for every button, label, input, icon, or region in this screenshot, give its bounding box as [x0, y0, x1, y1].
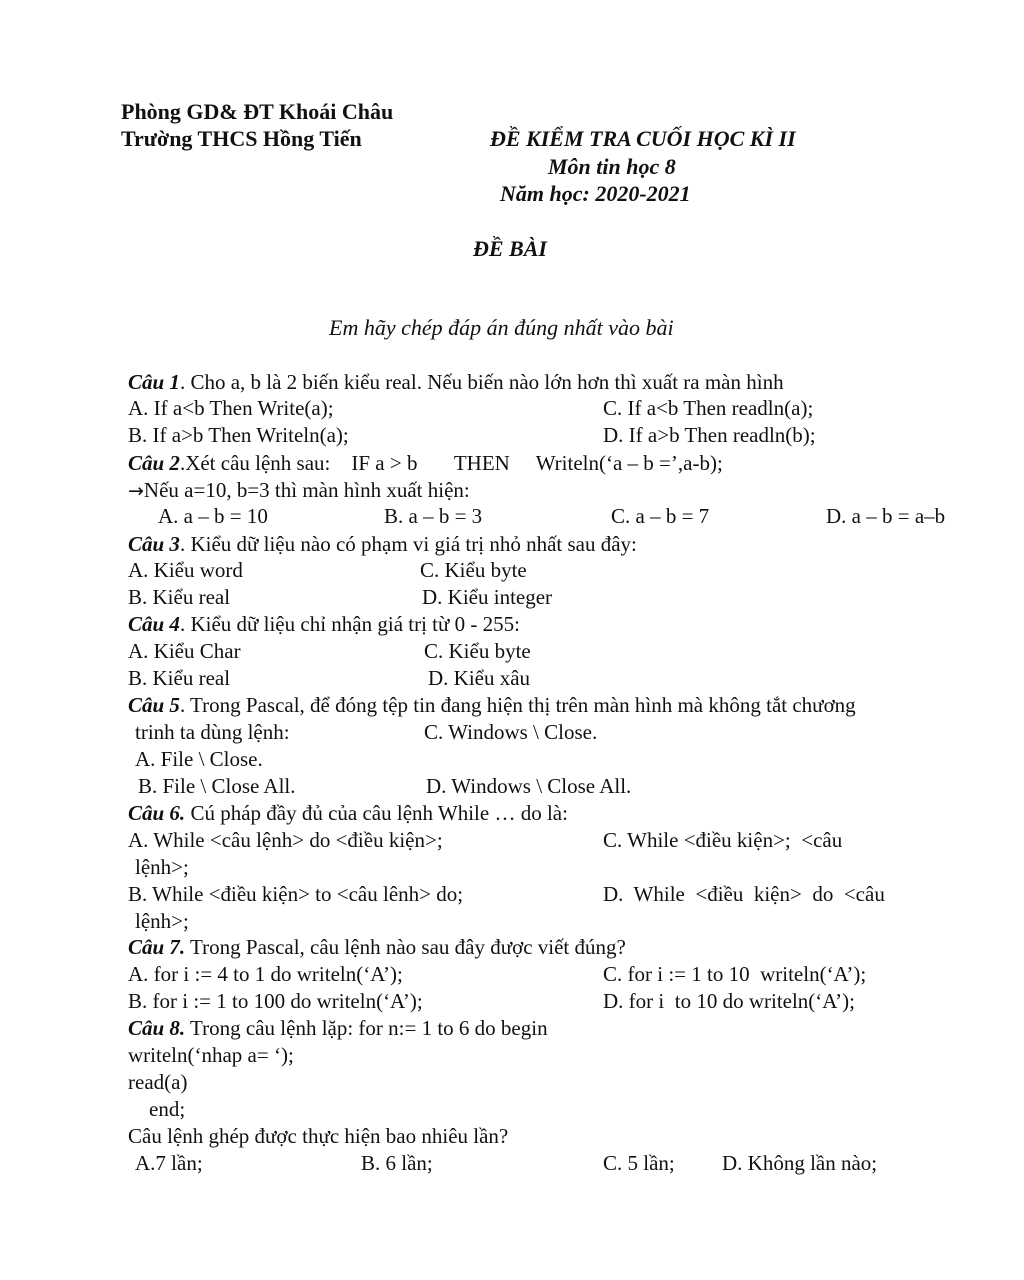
q8-option-d: D. Không lần nào; — [722, 1151, 878, 1175]
q2-option-a: A. a – b = 10 — [158, 504, 268, 528]
q6-option-c-cont: lệnh>; — [135, 855, 189, 879]
arrow-right-icon: → — [128, 480, 144, 502]
question-5-label: Câu 5 — [128, 693, 180, 717]
q8-option-c: C. 5 lần; — [603, 1151, 675, 1175]
q5-option-d: D. Windows \ Close All. — [426, 774, 632, 798]
q5-option-a: A. File \ Close. — [135, 747, 263, 771]
school-name: Trường THCS Hồng Tiến — [121, 126, 362, 151]
exam-title: ĐỀ KIỂM TRA CUỐI HỌC KÌ II — [490, 126, 796, 151]
q6-option-d-cont: lệnh>; — [135, 909, 189, 933]
question-2-condition — [128, 477, 470, 504]
q6-option-d: D. While <điều kiện> do <câu — [603, 882, 885, 906]
q7-option-b: B. for i := 1 to 100 do writeln(‘A’); — [128, 989, 423, 1013]
q7-option-c: C. for i := 1 to 10 writeln(‘A’); — [603, 962, 867, 986]
question-7-label: Câu 7. — [128, 935, 186, 959]
q1-option-a: A. If a<b Then Write(a); — [128, 396, 334, 420]
q7-option-a: A. for i := 4 to 1 do writeln(‘A’); — [128, 962, 403, 986]
q4-option-b: B. Kiểu real — [128, 666, 231, 690]
question-4-label: Câu 4 — [128, 612, 180, 636]
question-8-label: Câu 8. — [128, 1016, 186, 1040]
q1-option-b: B. If a>b Then Writeln(a); — [128, 423, 349, 447]
q4-option-c: C. Kiểu byte — [424, 639, 531, 663]
question-5-text-cont: trinh ta dùng lệnh: — [135, 720, 290, 744]
question-2-condition-text: Nếu a=10, b=3 thì màn hình xuất hiện: — [143, 478, 470, 502]
q8-option-b: B. 6 lần; — [361, 1151, 433, 1175]
question-1-label: Câu 1 — [128, 370, 180, 394]
question-7 — [128, 934, 626, 960]
q4-option-d: D. Kiểu xâu — [428, 666, 531, 690]
question-8 — [128, 1015, 548, 1041]
question-8-prompt: Câu lệnh ghép được thực hiện bao nhiêu lần? — [128, 1124, 509, 1148]
q2-option-c: C. a – b = 7 — [611, 504, 710, 528]
question-5 — [128, 692, 856, 718]
q8-code-line-3: end; — [149, 1097, 186, 1121]
question-6 — [128, 800, 568, 826]
q6-option-c: C. While <điều kiện>; <câu — [603, 828, 843, 852]
q5-option-c: C. Windows \ Close. — [424, 720, 598, 744]
q5-option-b: B. File \ Close All. — [138, 774, 296, 798]
q1-option-c: C. If a<b Then readln(a); — [603, 396, 814, 420]
school-year: Năm học: 2020-2021 — [500, 181, 691, 206]
q3-option-d: D. Kiểu integer — [422, 585, 553, 609]
question-8-text: Trong câu lệnh lặp: for n:= 1 to 6 do begin — [185, 1016, 548, 1040]
instruction: Em hãy chép đáp án đúng nhất vào bài — [329, 315, 674, 340]
q2-option-d: D. a – b = a–b — [826, 504, 946, 528]
q6-option-a: A. While <câu lệnh> do <điều kiện>; — [128, 828, 443, 852]
q1-option-d: D. If a>b Then readln(b); — [603, 423, 816, 447]
q8-code-line-2: read(a) — [128, 1070, 188, 1094]
question-7-text: Trong Pascal, câu lệnh nào sau đây được viết đúng? — [185, 935, 626, 959]
question-3-label: Câu 3 — [128, 532, 180, 556]
subject-title: Môn tin học 8 — [548, 154, 676, 179]
department-name: Phòng GD& ĐT Khoái Châu — [121, 99, 394, 124]
q8-code-line-1: writeln(‘nhap a= ‘); — [128, 1043, 294, 1067]
question-3-text: . Kiểu dữ liệu nào có phạm vi giá trị nhỏ nhất sau đây: — [179, 532, 637, 556]
q3-option-b: B. Kiểu real — [128, 585, 231, 609]
question-4 — [128, 611, 520, 637]
q4-option-a: A. Kiểu Char — [128, 639, 241, 663]
question-2-label: Câu 2 — [128, 451, 180, 475]
q3-option-c: C. Kiểu byte — [420, 558, 527, 582]
question-1-text: . Cho a, b là 2 biến kiểu real. Nếu biến nào lớn hơn thì xuất ra màn hình — [179, 370, 784, 394]
q3-option-a: A. Kiểu word — [128, 558, 243, 582]
question-4-text: . Kiểu dữ liệu chỉ nhận giá trị từ 0 - 255: — [179, 612, 520, 636]
q2-option-b: B. a – b = 3 — [384, 504, 483, 528]
q6-option-b: B. While <điều kiện> to <câu lênh> do; — [128, 882, 464, 906]
q8-option-a: A.7 lần; — [135, 1151, 203, 1175]
question-1 — [128, 369, 784, 395]
q7-option-d: D. for i to 10 do writeln(‘A’); — [603, 989, 855, 1013]
question-5-text: . Trong Pascal, để đóng tệp tin đang hiện thị trên màn hình mà không tắt chương — [179, 693, 856, 717]
question-2-text: .Xét câu lệnh sau: IF a > b THEN Writeln(‘a – b =’,a-b); — [179, 451, 723, 475]
question-3 — [128, 531, 637, 557]
question-6-label: Câu 6. — [128, 801, 186, 825]
section-title: ĐỀ BÀI — [473, 236, 547, 261]
question-6-text: Cú pháp đầy đủ của câu lệnh While … do là: — [185, 801, 568, 825]
question-2 — [128, 450, 723, 476]
